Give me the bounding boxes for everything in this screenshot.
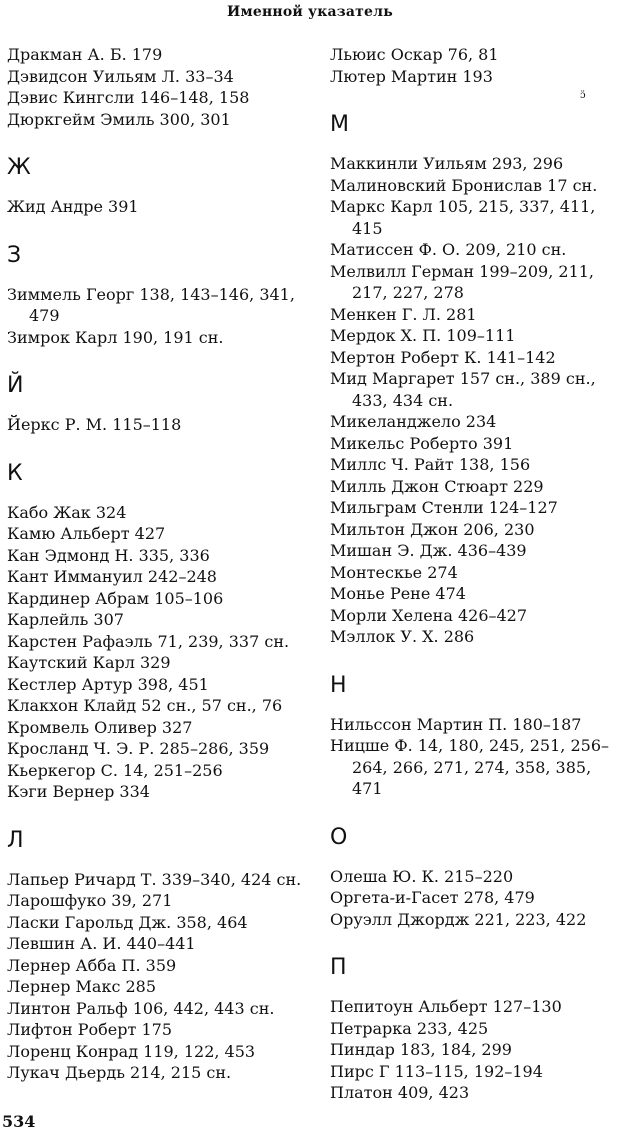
index-entry: Олеша Ю. К. 215–220 [330,866,514,886]
running-header: Именной указатель [227,4,393,20]
index-entry: Лютер Мартин 193 [330,66,493,86]
section-letter: Й [7,373,24,398]
index-entry: Лифтон Роберт 175 [7,1020,172,1039]
index-entry: Оруэлл Джордж 221, 223, 422 [330,909,587,929]
index-entry: Матиссен Ф. О. 209, 210 сн. [330,240,567,259]
index-entry: Льюис Оскар 76, 81 [330,45,499,64]
index-entry: Кан Эдмонд Н. 335, 336 [7,545,210,565]
index-entry: Мертон Роберт К. 141–142 [330,347,556,367]
index-entry: Кардинер Абрам 105–106 [7,588,224,608]
index-entry: Монтескье 274 [330,562,458,582]
index-entry: Каутский Карл 329 [7,653,171,672]
index-entry: Мильтон Джон 206, 230 [330,519,535,539]
index-entry: Кэги Вернер 334 [7,782,150,801]
index-entry: Мэллок У. Х. 286 [330,627,475,646]
index-entry: Платон 409, 423 [330,1083,470,1102]
index-entry: Ласки Гарольд Дж. 358, 464 [7,912,248,932]
section-letter: З [7,242,22,268]
index-entry: Кант Иммануил 242–248 [7,567,217,586]
index-entry: Камю Альберт 427 [7,524,166,543]
index-entry: Дюркгейм Эмиль 300, 301 [7,109,231,129]
index-entry: Карстен Рафаэль 71, 239, 337 сн. [7,631,290,651]
index-entry: Дракман А. Б. 179 [7,45,163,64]
index-entry: Линтон Ральф 106, 442, 443 сн. [7,998,275,1018]
index-column-right [330,44,620,1104]
index-entry: Лернер Макс 285 [7,977,157,996]
index-entry: Кромвель Оливер 327 [7,717,193,737]
index-entry: Кабо Жак 324 [7,502,127,522]
index-entry: Микеланджело 234 [330,412,497,431]
section-letter: М [330,112,349,137]
index-entry: Петрарка 233, 425 [330,1018,489,1038]
index-entry: Дэвидсон Уильям Л. 33–34 [7,66,234,86]
section-letter: К [7,460,23,486]
index-entry: Оргета-и-Гасет 278, 479 [330,888,535,907]
index-column-left [7,44,307,1084]
pre-entries [330,44,620,87]
index-entry: Нильссон Мартин П. 180–187 [330,714,582,734]
index-entry: Миллс Ч. Райт 138, 156 [330,455,531,474]
index-entry: Лапьер Ричард Т. 339–340, 424 сн. [7,869,302,889]
section-letter: П [330,955,347,980]
section-letter: Ж [7,155,31,180]
index-entry: Менкен Г. Л. 281 [330,304,477,324]
index-entry: Пиндар 183, 184, 299 [330,1040,512,1059]
index-entry: Ларошфуко 39, 271 [7,891,173,910]
index-entry: Зимрок Карл 190, 191 сн. [7,327,224,347]
section-letter: Н [330,672,347,698]
index-entry: Лернер Абба П. 359 [7,955,177,975]
index-entry: Милль Джон Стюарт 229 [330,476,544,496]
index-entry: Ницше Ф. 14, 180, 245, 251, 256–264, 266, 271, 274, 358, 385, 471 [330,736,609,798]
index-entry: Мильграм Стенли 124–127 [330,498,558,517]
index-entry: Маркс Карл 105, 215, 337, 411, 415 [330,197,596,238]
section-letter: О [330,824,348,850]
index-entry: Лоренц Конрад 119, 122, 453 [7,1041,256,1061]
index-entry: Мишан Э. Дж. 436–439 [330,541,527,560]
index-entry: Микельс Роберто 391 [330,433,514,453]
page-number: 534 [2,1112,36,1131]
index-entry: Дэвис Кингсли 146–148, 158 [7,88,250,107]
index-entry: Морли Хелена 426–427 [330,605,528,625]
print-speck: ɔ̈ [580,90,586,101]
index-entry: Монье Рене 474 [330,584,466,603]
index-entry: Малиновский Бронислав 17 сн. [330,175,598,195]
index-entry: Маккинли Уильям 293, 296 [330,154,564,173]
index-entry: Мид Маргарет 157 сн., 389 сн., 433, 434 сн. [330,369,596,410]
index-entry: Кросланд Ч. Э. Р. 285–286, 359 [7,739,270,758]
section-letter: Л [7,827,24,853]
index-entry: Мелвилл Герман 199–209, 211, 217, 227, 278 [330,261,595,302]
index-entry: Зиммель Георг 138, 143–146, 341, 479 [7,284,295,325]
index-entry: Кестлер Артур 398, 451 [7,674,209,694]
index-entry: Мердок Х. П. 109–111 [330,326,516,345]
index-entry: Жид Андре 391 [7,197,139,216]
index-entry: Клакхон Клайд 52 сн., 57 сн., 76 [7,696,283,715]
index-entry: Карлейль 307 [7,610,124,629]
index-entry: Пепитоун Альберт 127–130 [330,997,562,1016]
pre-entries [7,44,307,130]
index-entry: Левшин А. И. 440–441 [7,934,196,953]
index-entry: Кьеркегор С. 14, 251–256 [7,760,223,780]
index-entry: Лукач Дьердь 214, 215 сн. [7,1063,232,1082]
index-entry: Пирс Г 113–115, 192–194 [330,1061,543,1081]
index-entry: Йеркс Р. М. 115–118 [7,415,182,434]
